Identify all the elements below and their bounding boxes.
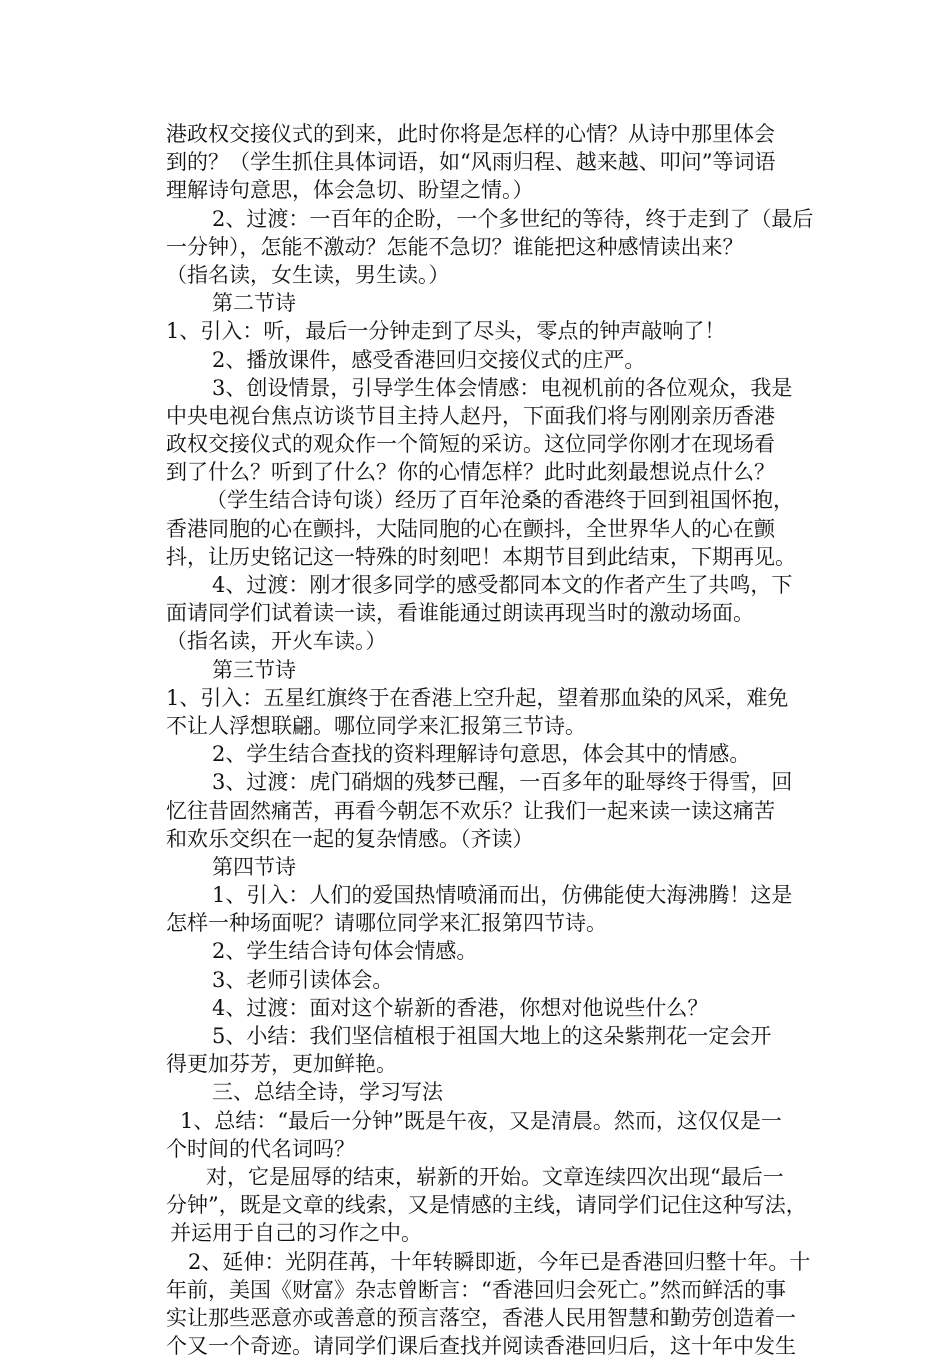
- text-line: 个又一个奇迹。请同学们课后查找并阅读香港回归后，这十年中发生: [166, 1334, 796, 1359]
- text-line: 对，它是屈辱的结束，崭新的开始。文章连续四次出现“最后一: [206, 1164, 784, 1189]
- text-line: 个时间的代名词吗？: [166, 1136, 355, 1161]
- text-line: 到了什么？听到了什么？你的心情怎样？此时此刻最想说点什么？: [166, 460, 775, 485]
- text-line: 1、引入：听，最后一分钟走到了尽头，零点的钟声敲响了！: [166, 319, 726, 344]
- text-line: 理解诗句意思，体会急切、盼望之情。）: [166, 178, 534, 203]
- text-line: 并运用于自己的习作之中。: [170, 1221, 422, 1246]
- text-line: 年前，美国《财富》杂志曾断言：“香港回归会死亡。”然而鲜活的事: [166, 1277, 786, 1302]
- text-line: （指名读，开火车读。）: [166, 629, 387, 654]
- text-line: 2、学生结合诗句体会情感。: [212, 939, 478, 964]
- text-line: 不让人浮想联翩。哪位同学来汇报第三节诗。: [166, 713, 586, 738]
- section-heading: 三、总结全诗，学习写法: [212, 1080, 443, 1105]
- text-line: 忆往昔固然痛苦，再看今朝怎不欢乐？让我们一起来读一读这痛苦: [166, 798, 775, 823]
- text-line: 政权交接仪式的观众作一个简短的采访。这位同学你刚才在现场看: [166, 432, 775, 457]
- text-line: 4、过渡：刚才很多同学的感受都同本文的作者产生了共鸣，下: [212, 573, 793, 597]
- text-line: 抖，让历史铭记这一特殊的时刻吧！本期节目到此结束，下期再见。: [166, 544, 796, 569]
- text-line: 3、创设情景，引导学生体会情感：电视机前的各位观众，我是: [212, 375, 793, 400]
- text-line: 香港同胞的心在颤抖，大陆同胞的心在颤抖，全世界华人的心在颤: [166, 516, 775, 541]
- text-line: 一分钟），怎能不激动？怎能不急切？谁能把这种感情读出来？: [166, 234, 744, 259]
- text-line: 到的？（学生抓住具体词语，如“风雨归程、越来越、叩问”等词语: [166, 150, 776, 175]
- lesson-plan-text: [166, 120, 816, 1360]
- text-line: 2、播放课件，感受香港回归交接仪式的庄严。: [212, 347, 646, 372]
- text-line: 1、引入：人们的爱国热情喷涌而出，仿佛能使大海沸腾！这是: [212, 883, 793, 908]
- text-line: 1、引入：五星红旗终于在香港上空升起，望着那血染的风采，难免: [166, 685, 789, 710]
- text-line: 怎样一种场面呢？请哪位同学来汇报第四节诗。: [166, 911, 607, 936]
- text-line: （学生结合诗句谈）经历了百年沧桑的香港终于回到祖国怀抱，: [206, 488, 794, 513]
- text-line: 面请同学们试着读一读，看谁能通过朗读再现当时的激动场面。: [166, 601, 754, 626]
- text-line: 3、老师引读体会。: [212, 967, 394, 992]
- text-line: 分钟”，既是文章的线索，又是情感的主线，请同学们记住这种写法，: [166, 1193, 807, 1218]
- text-line: 5、小结：我们坚信植根于祖国大地上的这朵紫荆花一定会开: [212, 1024, 772, 1048]
- text-line: 2、延伸：光阴荏苒，十年转瞬即逝，今年已是香港回归整十年。十: [188, 1249, 811, 1274]
- text-line: 得更加芬芳，更加鲜艳。: [166, 1052, 397, 1077]
- text-line: 和欢乐交织在一起的复杂情感。（齐读）: [166, 826, 534, 851]
- text-line: 港政权交接仪式的到来，此时你将是怎样的心情？从诗中那里体会: [166, 122, 775, 146]
- section-heading: 第二节诗: [212, 291, 296, 316]
- section-heading: 第四节诗: [212, 854, 296, 879]
- text-line: 3、过渡：虎门硝烟的残梦已醒，一百多年的耻辱终于得雪，回: [212, 770, 793, 795]
- text-line: 2、学生结合查找的资料理解诗句意思，体会其中的情感。: [212, 742, 751, 767]
- text-line: 1、总结：“最后一分钟”既是午夜，又是清晨。然而，这仅仅是一: [180, 1108, 782, 1133]
- text-line: 2、过渡：一百年的企盼，一个多世纪的等待，终于走到了（最后: [212, 206, 814, 231]
- text-line: 4、过渡：面对这个崭新的香港，你想对他说些什么？: [212, 995, 709, 1020]
- section-heading: 第三节诗: [212, 657, 296, 682]
- text-line: 实让那些恶意亦或善意的预言落空，香港人民用智慧和勤劳创造着一: [166, 1305, 796, 1330]
- text-line: 中央电视台焦点访谈节目主持人赵丹，下面我们将与刚刚亲历香港: [166, 403, 775, 428]
- text-line: （指名读，女生读，男生读。）: [166, 262, 450, 287]
